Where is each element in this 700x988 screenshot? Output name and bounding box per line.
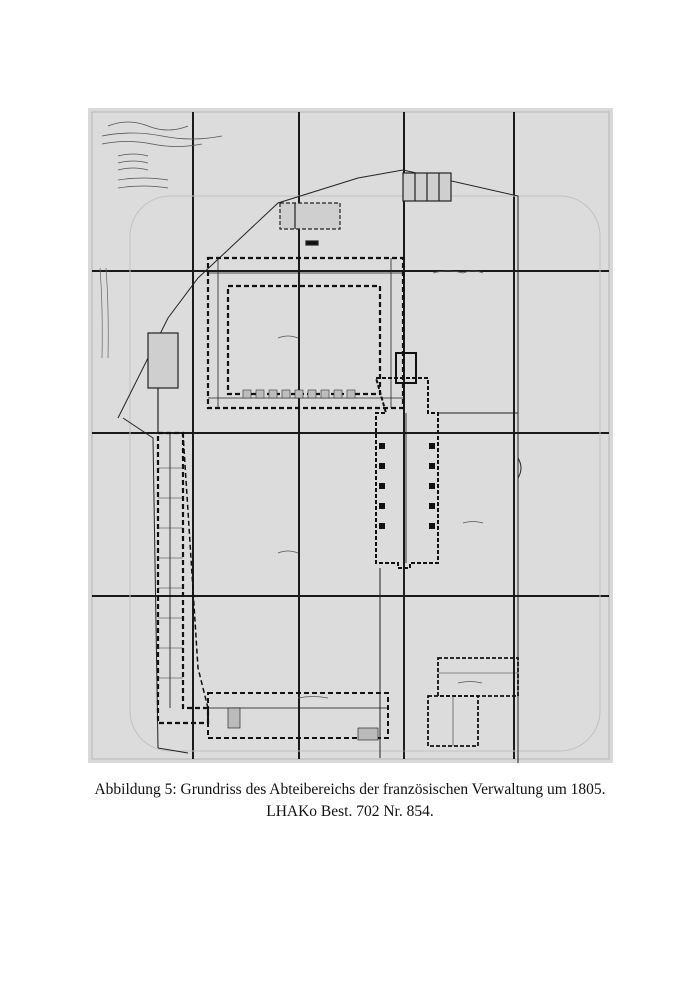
figure-caption-line-2: LHAKo Best. 702 Nr. 854. bbox=[266, 803, 434, 820]
figure-caption-line-1: Abbildung 5: Grundriss des Abteibereichs der französischen Verwaltung um 1805. bbox=[94, 781, 606, 798]
floor-plan-drawing bbox=[88, 108, 613, 763]
building-northeast bbox=[403, 173, 451, 201]
floor-plan-figure bbox=[88, 108, 613, 763]
